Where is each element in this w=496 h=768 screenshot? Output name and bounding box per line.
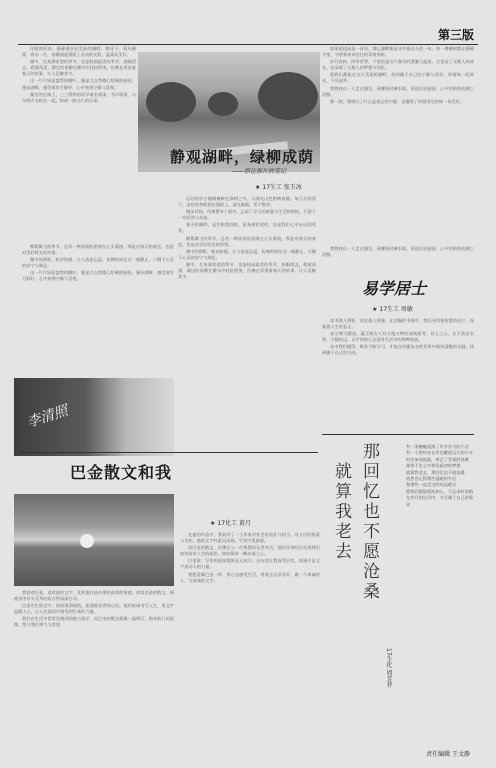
paragraph: 湖中，在充满希望的季节，也是校园最美的季节，放眼望去，碧波荡漾，湖边的垂柳在微风中轻轻摇曳，仿佛在诉说着春天的故事，让人沉醉其中。: [22, 59, 136, 77]
star-icon: ★: [372, 306, 378, 313]
yijing-body: [322, 318, 474, 426]
page-number: 第三版: [437, 28, 474, 42]
paragraph: 那一刻，我明白了什么是真正的宁静，也懂得了珍惜身边的每一份美好。: [330, 98, 465, 104]
paragraph: 柳絮飘飞的季节，总有一种淡淡的思绪在心头萦绕，那是对春天的眷恋，也是对美好时光的珍惜。: [22, 244, 174, 256]
poem-line: 和那些一起走过的风雨晴天: [406, 482, 457, 488]
paragraph: 巴金先生的文字，如同涓涓细流，流淌进读者的心田。他用真诚书写人生，用文字温暖人心，让人在阅读中感受到生命的力量。: [14, 603, 174, 615]
calligraphy-signature: 李清照: [24, 402, 70, 432]
paragraph: 如果说校园是一首诗，那么湖畔便是诗中最动人的一句。每一棵柳树都在静静守望，守望着来来往往的青春身影。: [322, 46, 474, 58]
lake-article-title: 静观湖畔，绿柳成荫: [170, 148, 315, 166]
paragraph: 易学博大精深，蕴含着古人对天地万物的深刻思考。居士之心，在于淡泊名利，宁静致远，以平和的心态面对生活中的种种挑战。: [322, 331, 474, 343]
star-icon: ★: [255, 184, 261, 191]
paragraph: 在他的作品中，我看到了一个作家对社会的责任与担当，对人民的热爱与关怀。他的文字朴素而深刻，平淡中见真情。: [180, 532, 320, 544]
editor-credit: 责任编辑 王文静: [426, 751, 470, 758]
paragraph: 湖边的长椅上，三三两两的同学或坐或读，书声琅琅，与鸟鸣声交织在一起，构成一曲动人的乐章。: [22, 91, 136, 103]
poem-line: 在岁月的长河中，书写属于自己的篇章: [406, 495, 474, 507]
byline-text: 17生工 周敏: [379, 306, 413, 313]
paragraph: 湖中，在充满希望的季节，也是校园最美的季节，放眼望去，碧波荡漾，湖边的垂柳在微风中轻轻摇曳，仿佛在诉说着春天的故事，让人沉醉其中。: [178, 261, 316, 280]
yijing-byline: [372, 304, 413, 313]
poem-line: 依然会记得那些温暖的午后: [406, 476, 457, 482]
lake-article-byline: [255, 182, 302, 191]
yijing-title: 易学居士: [362, 279, 427, 298]
lake-article-col2: [178, 196, 316, 450]
paragraph: 我曾独自一人走在湖边，看柳枝轻拂水面，荡起层层涟漪，心中的烦恼也随之消散。: [322, 85, 474, 97]
left-lower-col: [22, 244, 174, 372]
poem-line: 时光匆匆流逝，带走了青春的容颜: [406, 456, 469, 462]
paragraph: 我们在生活中常常会遇到困惑与迷茫，而巴金的散文就像一盏明灯，照亮前行的道路，给予我们勇气与希望。: [14, 616, 174, 628]
paragraph: 巴金说：写作的最高境界是无技巧。这句话让我深受启发，真诚才是文字最动人的力量。: [180, 558, 320, 570]
poem-title-1: 那回忆也不愿沧桑: [359, 442, 379, 602]
star-icon: ★: [210, 520, 216, 527]
paragraph: 我愿意像巴金一样，用心去感受生活，用笔去记录美好，做一个真诚的人，写真诚的文字。: [180, 571, 320, 583]
bajin-title: 巴金散文和我: [70, 463, 173, 482]
paragraph: 读书使人明智，读史使人明鉴。在浩瀚的书海中，我们寻找着智慧的光芒，探索着人生的意义。: [322, 318, 474, 330]
calligraphy-photo: [14, 378, 174, 456]
paragraph: 湖中的倒影，如诗如画，让人流连忘返，仿佛时间在这一刻静止，只剩下心灵的安宁与满足。: [22, 257, 174, 269]
poem-rule: [322, 434, 474, 435]
paragraph: 岁月流转，四季更替，不变的是这片湖水的澄澈与温柔。它见证了无数人的成长，也承载了无数人的梦想与回忆。: [322, 59, 474, 71]
poem-line: 愿我们都能保持初心，不忘来时的路: [406, 488, 474, 494]
byline-text: 17化工 黄月: [217, 520, 251, 527]
poem-body: [406, 444, 476, 744]
paragraph: 这一片片绿意盎然的柳叶，像是大自然精心绘制的画卷。漫步湖畔，感受着岁月静好，心中充满宁静与喜悦。: [22, 78, 136, 90]
paragraph: 漫步其间，仿佛置身于画中，忘却了学习的疲惫与生活的烦恼，只留下一份恬淡与从容。: [178, 209, 316, 221]
paragraph: 春天的湖畔，是生机勃勃的，是充满希望的，也是我们心中永远的风景。: [178, 222, 316, 234]
section-rule: [18, 452, 318, 453]
paragraph: 我曾独自一人走在湖边，看柳枝轻拂水面，荡起层层涟漪，心中的烦恼也随之消散。: [322, 246, 474, 258]
bajin-col2: [180, 532, 320, 756]
bajin-byline: [210, 518, 251, 527]
paragraph: 这一片片绿意盎然的柳叶，像是大自然精心绘制的画卷。漫步湖畔，感受着岁月静好，心中充满宁静与喜悦。: [22, 270, 174, 282]
lake-article-subtitle: ——抓住那片的笔记: [232, 168, 287, 175]
poem-line: 有一个曾经站在岸边眺望远方的少年: [406, 450, 474, 456]
paragraph: 远处的亭台楼阁掩映在绿树之中，与湖光山色相映成趣。每当夕阳西下，金色的余晖洒在湖面上，波光粼粼，美不胜收。: [178, 196, 316, 208]
paragraph: 从中我们懂得，唯有不断学习，才能在纷繁复杂的世界中保持清醒的头脑，找到属于自己的方向。: [322, 344, 474, 356]
poem-line: 却带不走心中那份最初的梦想: [406, 463, 461, 469]
poem-title-2: 就算我老去: [331, 462, 351, 562]
header-rule: [18, 44, 478, 45]
paragraph: 伴随初而来，静静漫步在美丽的湖畔，期待下，清风拂面，春水一片，春潮涌起湖面上灵动的光影，温柔而美好。: [22, 46, 136, 58]
poem-line: 有一条蜿蜒流淌了许多岁月的小河: [406, 444, 469, 449]
lake-article-col3: [322, 46, 474, 246]
byline-text: 17生工 张玉冰: [262, 184, 302, 191]
paragraph: 读巴金的散文，仿佛在与一位智慧的长者对话，他用亲身经历告诉我们如何面对人生的起伏，如何保持一颗赤诚之心。: [180, 545, 320, 557]
paragraph: 柳絮飘飞的季节，总有一种淡淡的思绪在心头萦绕，那是对春天的眷恋，也是对美好时光的珍惜。: [178, 235, 316, 247]
paragraph: 我喜欢巴金，喜欢他的文字，喜欢他作品中那份真挚的情感。初读巴金的散文，便被其中朴实无华的语言所深深打动。: [14, 590, 174, 602]
lake-article-col1: [22, 46, 136, 242]
paragraph: 湖中的倒影，如诗如画，让人流连忘返，仿佛时间在这一刻静止，只剩下心灵的安宁与满足。: [178, 248, 316, 260]
bajin-col1: [14, 590, 174, 756]
paragraph: 愿我们都能在这片美丽的湖畔，找到属于自己的宁静与美好，珍惜每一段时光，不负韶华。: [322, 72, 474, 84]
sunset-photo: [14, 494, 174, 586]
poem-byline: 17生化 周芳菲: [385, 648, 392, 688]
poem-line: 就算我老去，那回忆也不愿沧桑: [406, 469, 465, 475]
